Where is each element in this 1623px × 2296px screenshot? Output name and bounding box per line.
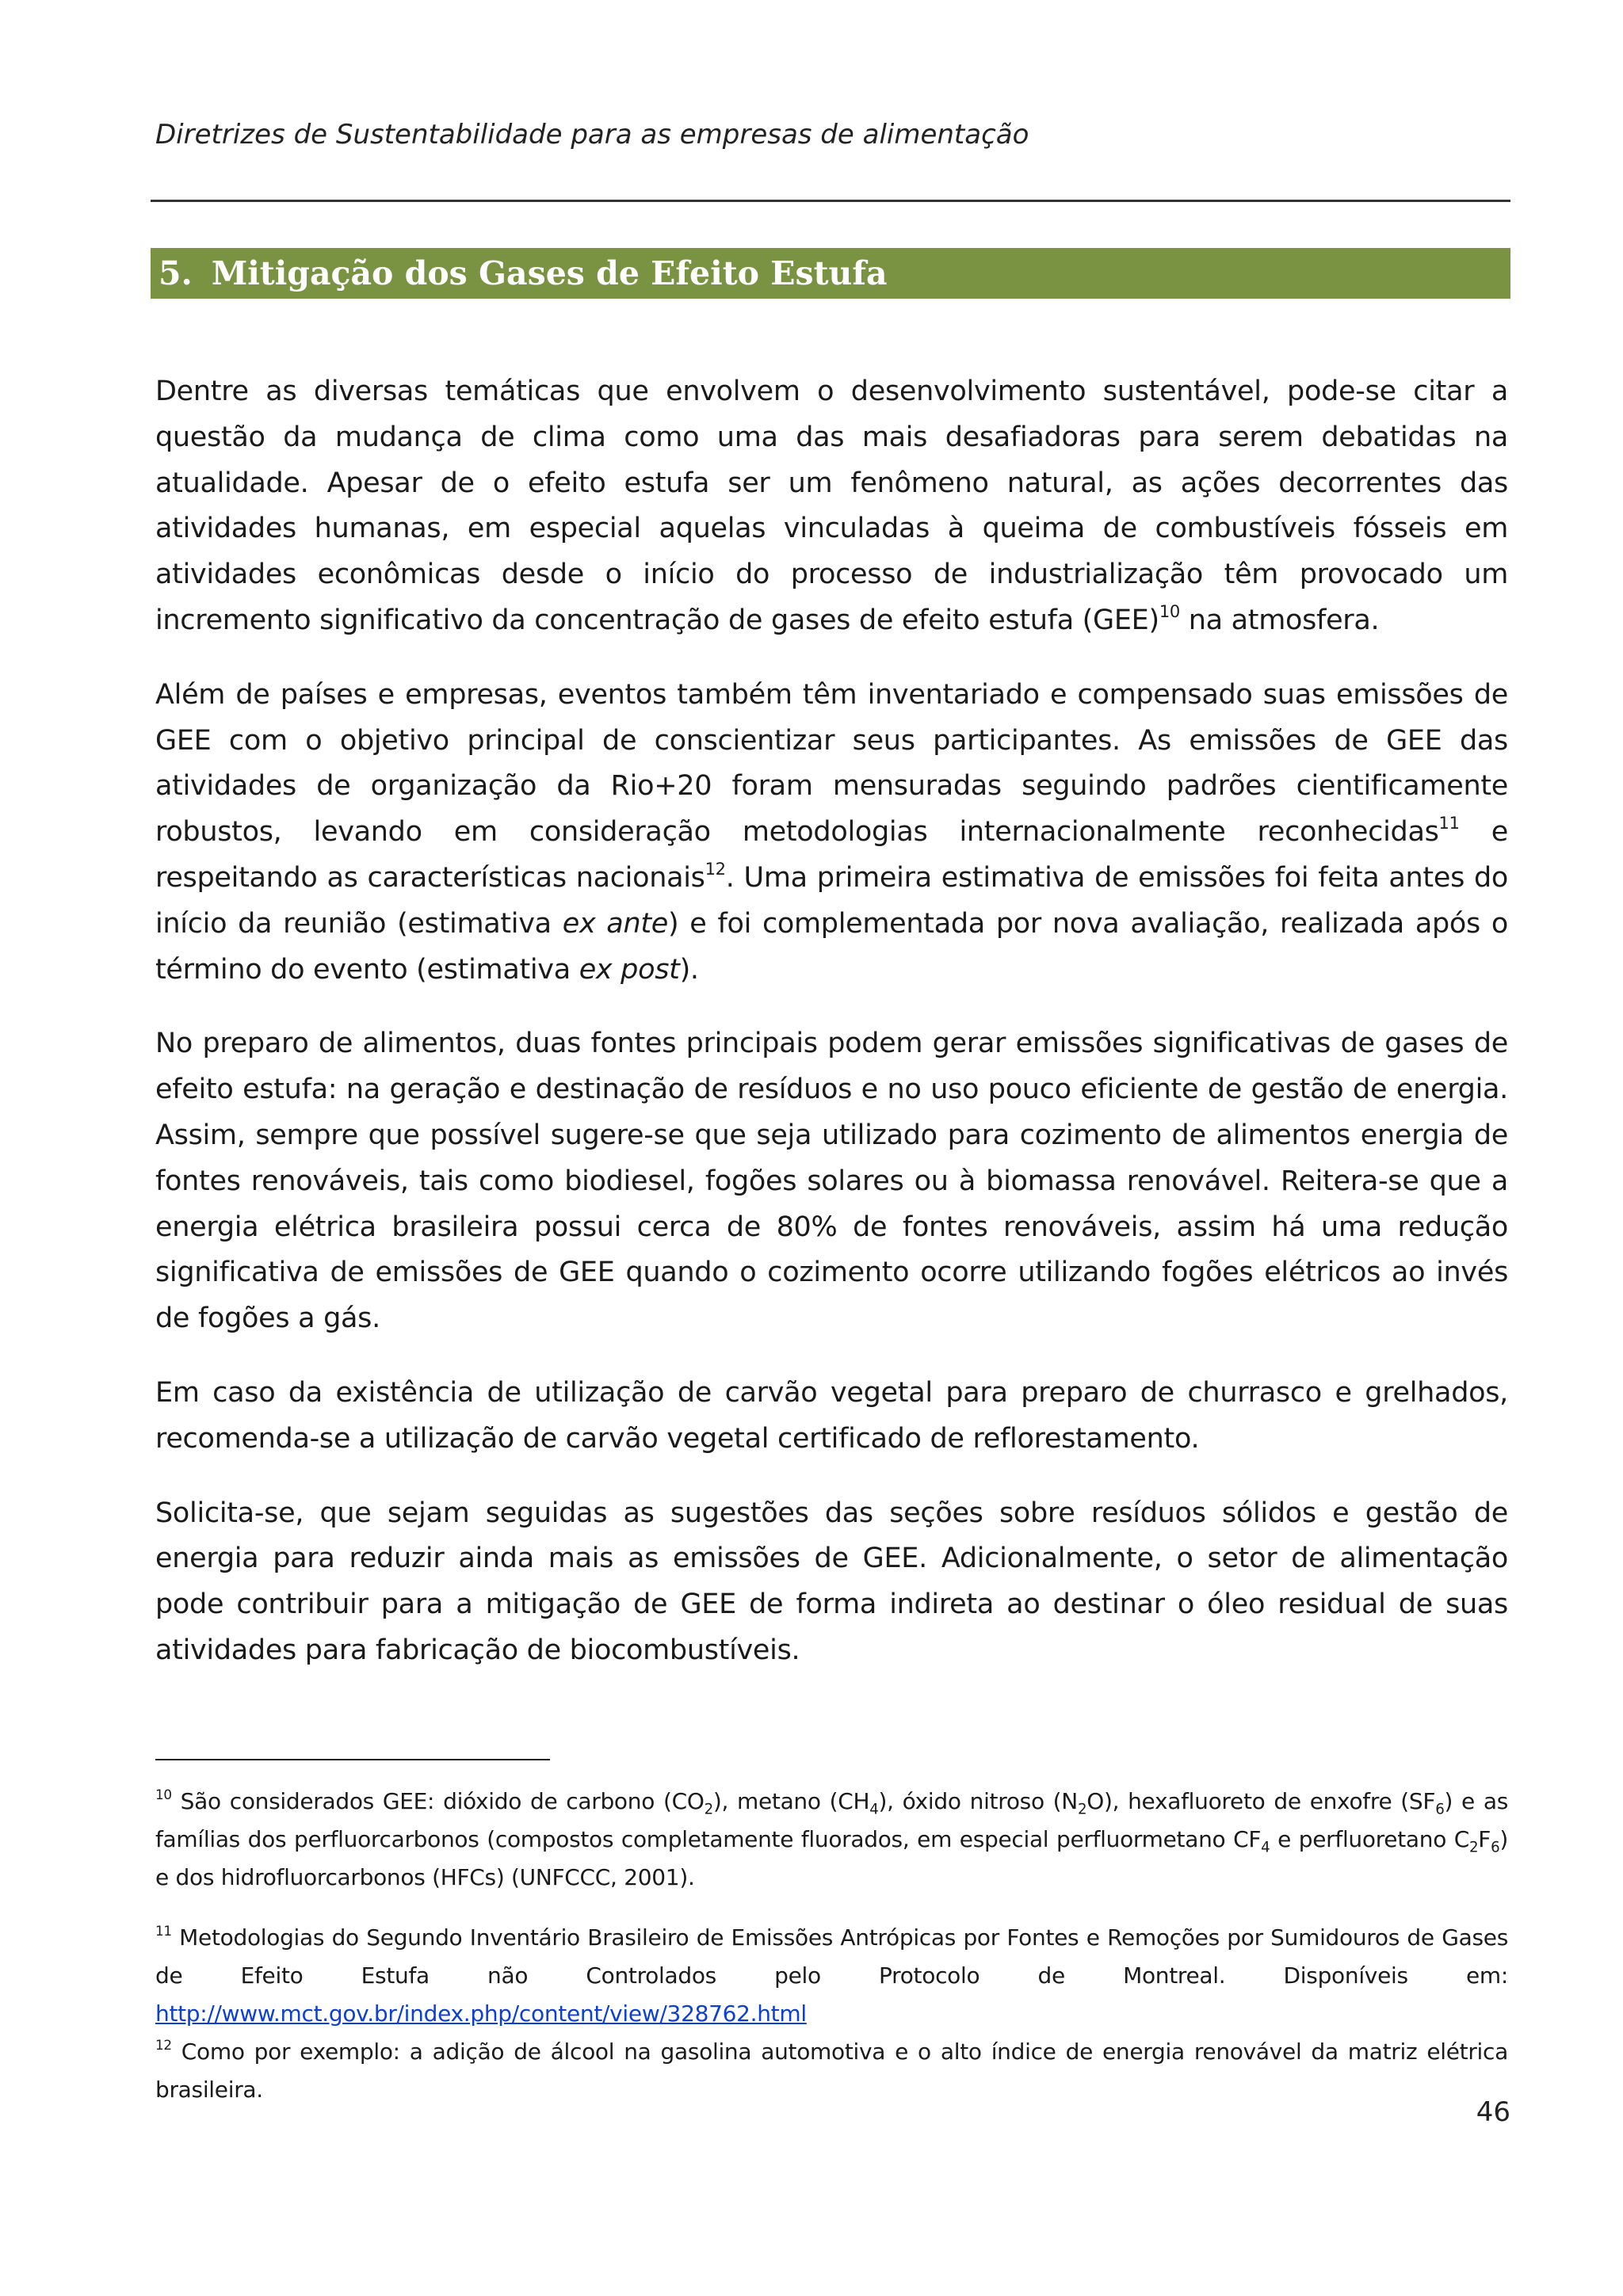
paragraph-2-em-ex-ante: ex ante (562, 907, 668, 940)
section-number: 5. (158, 254, 193, 292)
footnote-mark-11: 11 (155, 1923, 172, 1939)
footnote-10-text: e perfluoretano C (1270, 1826, 1469, 1852)
footnote-12 (155, 2033, 1508, 2109)
section-title: Mitigação dos Gases de Efeito Estufa (211, 254, 888, 292)
footnote-11-text: Metodologias do Segundo Inventário Brasileiro de Emissões Antrópicas por Fontes e Remoções por Sumidouros de Gases de Efeito Estufa não Controlados pelo Protocolo de Montreal. Disponíveis em: (155, 1924, 1508, 1989)
footnotes (155, 1783, 1508, 2109)
footnote-10-text: ) e dos hidrofluorcarbonos (HFCs) (UNFCCC, 2001). (155, 1826, 1508, 1890)
paragraph-1 (155, 369, 1508, 644)
paragraph-2 (155, 673, 1508, 994)
footnote-ref-10: 10 (1159, 602, 1180, 622)
body-text (155, 369, 1508, 1703)
paragraph-2-em-ex-post: ex post (579, 953, 680, 986)
paragraph-5: Solicita-se, que sejam seguidas as sugestões das seções sobre resíduos sólidos e gestão de energia para reduzir ainda mais as emissões de GEE. Adicionalmente, o setor de alimentação pode contribuir para a mitigação de GEE de forma indireta ao destinar o óleo residual de suas atividades para fabricação de biocombustíveis. (155, 1497, 1508, 1666)
footnote-mark-10: 10 (155, 1787, 172, 1802)
page-number: 46 (1476, 2096, 1510, 2128)
footnote-10-text: F (1478, 1826, 1491, 1852)
subscript: 2 (704, 1801, 713, 1818)
footnote-10-text: ), óxido nitroso (N (878, 1788, 1078, 1814)
subscript: 2 (1077, 1801, 1087, 1818)
paragraph-2-text-b: e respeitando as características nacionais (155, 816, 1508, 894)
paragraph-1-text-b: na atmosfera. (1179, 604, 1380, 636)
footnote-10-text: ), metano (CH (712, 1788, 870, 1814)
paragraph-2-text-e: ). (679, 953, 699, 986)
paragraph-2-text-a: Além de países e empresas, eventos também têm inventariado e compensado suas emissões de GEE com o objetivo principal de conscientizar seus participantes. As emissões de GEE das atividades de organização da Rio+20 foram mensuradas seguindo padrões cientificamente robustos, levando em consideração metodologias internacionalmente reconhecidas (155, 678, 1508, 849)
footnote-10-text: São considerados GEE: dióxido de carbono (CO (171, 1788, 705, 1814)
footnote-mark-12: 12 (155, 2037, 172, 2053)
footnote-10-text: ) e as famílias dos perfluorcarbonos (compostos completamente fluorados, em especial perfluormetano CF (155, 1788, 1509, 1852)
footnote-separator (155, 1759, 550, 1760)
paragraph-2-text-d: ) e foi complementada por nova avaliação, realizada após o término do evento (estimativa (155, 907, 1508, 986)
subscript: 2 (1469, 1839, 1479, 1856)
footnote-12-text: Como por exemplo: a adição de álcool na gasolina automotiva e o alto índice de energia renovável da matriz elétrica brasileira. (155, 2039, 1508, 2103)
footnote-10-text: O), hexafluoreto de enxofre (SF (1086, 1788, 1436, 1814)
running-header: Diretrizes de Sustentabilidade para as empresas de alimentação (155, 119, 1029, 151)
paragraph-1-text-a: Dentre as diversas temáticas que envolvem o desenvolvimento sustentável, pode-se citar a questão da mudança de clima como uma das mais desafiadoras para serem debatidas na atualidade. Apesar de o efeito estufa ser um fenômeno natural, as ações decorrentes das atividades humanas, em especial aquelas vinculadas à queima de combustíveis fósseis em atividades econômicas desde o início do processo de industrialização têm provocado um incremento significativo da concentração de gases de efeito estufa (GEE) (155, 376, 1508, 636)
subscript: 4 (869, 1801, 879, 1818)
footnote-11-link[interactable]: http://www.mct.gov.br/index.php/content/view/328762.html (155, 2000, 807, 2027)
footnote-11 (155, 1919, 1508, 2033)
header-rule (151, 200, 1510, 202)
section-heading-bar (151, 248, 1510, 299)
paragraph-2-text-c: . Uma primeira estimativa de emissões foi feita antes do início da reunião (estimativa (155, 861, 1508, 940)
footnote-ref-12: 12 (705, 860, 726, 879)
subscript: 6 (1435, 1801, 1445, 1818)
footnote-10 (155, 1783, 1508, 1897)
paragraph-4: Em caso da existência de utilização de carvão vegetal para preparo de churrasco e grelhados, recomenda-se a utilização de carvão vegetal certificado de reflorestamento. (155, 1376, 1508, 1455)
section-heading (158, 254, 888, 292)
subscript: 4 (1261, 1839, 1270, 1856)
paragraph-3: No preparo de alimentos, duas fontes principais podem gerar emissões significativas de gases de efeito estufa: na geração e destinação de resíduos e no uso pouco eficiente de gestão de energia. Assim, sempre que possível sugere-se que seja utilizado para cozimento de alimentos energia de fontes renováveis, tais como biodiesel, fogões solares ou à biomassa renovável. Reitera-se que a energia elétrica brasileira possui cerca de 80% de fontes renováveis, assim há uma redução significativa de emissões de GEE quando o cozimento ocorre utilizando fogões elétricos ao invés de fogões a gás. (155, 1028, 1508, 1335)
footnote-ref-11: 11 (1438, 814, 1460, 833)
subscript: 6 (1491, 1839, 1500, 1856)
